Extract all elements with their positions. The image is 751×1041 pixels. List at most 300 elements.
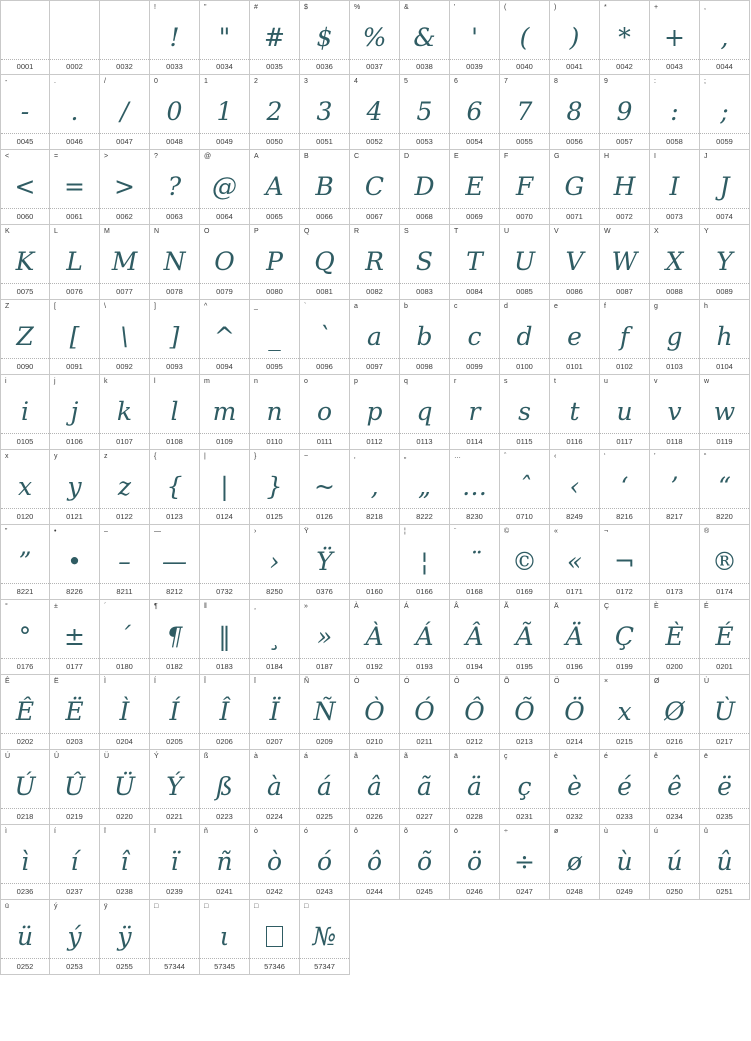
- glyph-cell[interactable]: [100, 375, 150, 450]
- glyph-cell[interactable]: [50, 75, 100, 150]
- glyph-cell[interactable]: [350, 375, 400, 450]
- baseline-guide: [550, 883, 599, 884]
- glyph-render: ù: [616, 846, 633, 876]
- glyph-char-label: ý: [54, 903, 58, 910]
- glyph-cell[interactable]: [250, 300, 300, 375]
- glyph-cell[interactable]: [150, 675, 200, 750]
- baseline-guide: [150, 508, 199, 509]
- glyph-cell[interactable]: [300, 675, 350, 750]
- glyph-render: Ó: [414, 696, 435, 726]
- glyph-cell[interactable]: [500, 375, 550, 450]
- glyph-cell[interactable]: [300, 900, 350, 975]
- glyph-cell[interactable]: [600, 825, 650, 900]
- glyph-render: <: [14, 171, 36, 201]
- glyph-cell[interactable]: [600, 225, 650, 300]
- glyph-render: }: [266, 471, 283, 501]
- glyph-cell[interactable]: [250, 450, 300, 525]
- glyph-code-label: 0212: [466, 737, 483, 746]
- glyph-cell[interactable]: [550, 300, 600, 375]
- glyph-cell[interactable]: [300, 600, 350, 675]
- baseline-guide: [1, 208, 49, 209]
- glyph-render: Ä: [565, 621, 584, 651]
- glyph-code-label: 0117: [616, 437, 633, 446]
- glyph-cell[interactable]: [0, 150, 50, 225]
- glyph-cell[interactable]: [0, 75, 50, 150]
- glyph-cell[interactable]: [150, 750, 200, 825]
- glyph-cell[interactable]: [250, 150, 300, 225]
- baseline-guide: [400, 133, 449, 134]
- glyph-cell[interactable]: [400, 375, 450, 450]
- glyph-cell[interactable]: [450, 300, 500, 375]
- glyph-cell[interactable]: [500, 225, 550, 300]
- glyph-cell[interactable]: [200, 0, 250, 75]
- glyph-cell[interactable]: [0, 900, 50, 975]
- glyph-cell[interactable]: [200, 300, 250, 375]
- glyph-cell[interactable]: [0, 750, 50, 825]
- glyph-cell[interactable]: [300, 525, 350, 600]
- glyph-cell[interactable]: [200, 375, 250, 450]
- glyph-cell[interactable]: [0, 225, 50, 300]
- glyph-cell[interactable]: [250, 900, 300, 975]
- glyph-cell[interactable]: [100, 300, 150, 375]
- glyph-char-label: Ó: [404, 678, 410, 685]
- glyph-render: x: [17, 471, 33, 501]
- glyph-render: :: [670, 96, 679, 126]
- glyph-char-label: õ: [404, 828, 408, 835]
- baseline-guide: [600, 433, 649, 434]
- glyph-render: ¦: [420, 546, 429, 576]
- glyph-cell[interactable]: [150, 900, 200, 975]
- baseline-guide: [250, 133, 299, 134]
- glyph-cell[interactable]: [200, 225, 250, 300]
- glyph-code-label: 0239: [166, 887, 183, 896]
- glyph-cell[interactable]: [200, 900, 250, 975]
- glyph-cell[interactable]: [600, 600, 650, 675]
- glyph-cell[interactable]: [400, 225, 450, 300]
- glyph-code-label: 0062: [116, 212, 133, 221]
- glyph-cell[interactable]: [550, 750, 600, 825]
- glyph-cell[interactable]: [550, 675, 600, 750]
- glyph-cell[interactable]: [700, 450, 750, 525]
- glyph-code-label: 0099: [466, 362, 483, 371]
- glyph-cell[interactable]: [150, 0, 200, 75]
- baseline-guide: [500, 808, 549, 809]
- baseline-guide: [300, 958, 349, 959]
- glyph-cell[interactable]: [400, 825, 450, 900]
- glyph-render: &: [413, 22, 436, 52]
- glyph-code-label: 0105: [16, 437, 34, 446]
- glyph-code-label: 0080: [266, 287, 283, 296]
- glyph-cell[interactable]: [500, 150, 550, 225]
- glyph-code-label: 0061: [66, 212, 83, 221]
- glyph-cell[interactable]: [150, 75, 200, 150]
- glyph-cell[interactable]: [300, 75, 350, 150]
- glyph-cell[interactable]: [50, 150, 100, 225]
- glyph-char-label: D: [404, 153, 410, 160]
- glyph-char-label: g: [654, 303, 658, 310]
- glyph-char-label: ×: [604, 678, 609, 685]
- baseline-guide: [400, 208, 449, 209]
- glyph-cell[interactable]: [300, 375, 350, 450]
- glyph-char-label: 8: [554, 78, 558, 85]
- glyph-render: À: [365, 621, 384, 651]
- glyph-cell[interactable]: [700, 375, 750, 450]
- glyph-cell[interactable]: [650, 75, 700, 150]
- glyph-char-label: ¶: [154, 603, 158, 610]
- glyph-char-label: ^: [204, 303, 208, 310]
- glyph-cell[interactable]: [500, 750, 550, 825]
- glyph-cell[interactable]: [500, 675, 550, 750]
- glyph-render: –: [118, 546, 131, 576]
- baseline-guide: [400, 883, 449, 884]
- glyph-char-label: Â: [454, 603, 459, 610]
- baseline-guide: [600, 658, 649, 659]
- glyph-char-label: Ù: [704, 678, 710, 685]
- glyph-cell[interactable]: [350, 225, 400, 300]
- glyph-cell[interactable]: [550, 0, 600, 75]
- glyph-cell[interactable]: [0, 825, 50, 900]
- baseline-guide: [550, 658, 599, 659]
- glyph-cell[interactable]: [350, 825, 400, 900]
- glyph-cell[interactable]: [350, 675, 400, 750]
- glyph-cell[interactable]: [550, 75, 600, 150]
- glyph-char-label: E: [454, 153, 459, 160]
- glyph-cell[interactable]: [250, 525, 300, 600]
- glyph-cell[interactable]: [600, 525, 650, 600]
- glyph-code-label: 57346: [264, 962, 285, 971]
- glyph-cell[interactable]: [650, 675, 700, 750]
- glyph-render: [250, 914, 299, 958]
- glyph-cell[interactable]: [500, 300, 550, 375]
- glyph-cell[interactable]: [600, 75, 650, 150]
- glyph-cell[interactable]: [0, 375, 50, 450]
- glyph-cell[interactable]: [200, 825, 250, 900]
- glyph-cell[interactable]: [250, 0, 300, 75]
- glyph-cell[interactable]: [450, 375, 500, 450]
- glyph-cell[interactable]: [700, 225, 750, 300]
- baseline-guide: [100, 133, 149, 134]
- glyph-cell[interactable]: [150, 375, 200, 450]
- glyph-cell[interactable]: [100, 150, 150, 225]
- glyph-cell[interactable]: [400, 450, 450, 525]
- glyph-cell[interactable]: [550, 600, 600, 675]
- glyph-cell[interactable]: [650, 600, 700, 675]
- glyph-cell[interactable]: [450, 0, 500, 75]
- glyph-cell[interactable]: [700, 525, 750, 600]
- glyph-char-label: w: [704, 378, 710, 385]
- glyph-cell[interactable]: [350, 300, 400, 375]
- glyph-cell[interactable]: [50, 750, 100, 825]
- glyph-cell[interactable]: [150, 600, 200, 675]
- baseline-guide: [100, 358, 149, 359]
- glyph-cell[interactable]: [450, 150, 500, 225]
- glyph-cell[interactable]: [0, 0, 50, 75]
- glyph-cell[interactable]: [200, 525, 250, 600]
- glyph-cell[interactable]: [550, 375, 600, 450]
- glyph-render: r: [468, 396, 481, 426]
- glyph-code-label: 0203: [66, 737, 83, 746]
- glyph-render: Ö: [564, 696, 585, 726]
- glyph-cell[interactable]: [300, 150, 350, 225]
- glyph-cell[interactable]: [600, 150, 650, 225]
- glyph-cell[interactable]: [350, 75, 400, 150]
- glyph-cell[interactable]: [200, 150, 250, 225]
- glyph-char-label: É: [704, 603, 709, 610]
- glyph-cell[interactable]: [650, 750, 700, 825]
- glyph-cell[interactable]: [650, 825, 700, 900]
- glyph-cell[interactable]: [500, 825, 550, 900]
- glyph-code-label: 0249: [616, 887, 633, 896]
- glyph-char-label: Ý: [154, 753, 159, 760]
- glyph-cell[interactable]: [600, 300, 650, 375]
- baseline-guide: [300, 733, 349, 734]
- glyph-cell[interactable]: [300, 225, 350, 300]
- glyph-cell[interactable]: [50, 600, 100, 675]
- glyph-cell[interactable]: [700, 600, 750, 675]
- glyph-cell[interactable]: [400, 675, 450, 750]
- glyph-cell[interactable]: [550, 225, 600, 300]
- glyph-cell[interactable]: [100, 0, 150, 75]
- glyph-cell[interactable]: [50, 300, 100, 375]
- glyph-cell[interactable]: [350, 0, 400, 75]
- glyph-cell[interactable]: [100, 225, 150, 300]
- glyph-render: Ê: [15, 696, 35, 726]
- glyph-char-label: x: [5, 453, 9, 460]
- glyph-char-label: ë: [704, 753, 708, 760]
- glyph-render: °: [18, 621, 32, 651]
- glyph-render: Ì: [119, 696, 130, 726]
- glyph-cell[interactable]: [500, 525, 550, 600]
- glyph-char-label: ¦: [404, 528, 406, 535]
- glyph-code-label: 0118: [666, 437, 683, 446]
- glyph-cell[interactable]: [450, 450, 500, 525]
- glyph-cell[interactable]: [700, 75, 750, 150]
- glyph-char-label: ò: [254, 828, 258, 835]
- glyph-cell[interactable]: [400, 600, 450, 675]
- glyph-cell[interactable]: [350, 150, 400, 225]
- glyph-cell[interactable]: [650, 0, 700, 75]
- glyph-cell[interactable]: [0, 300, 50, 375]
- glyph-cell[interactable]: [550, 450, 600, 525]
- glyph-cell[interactable]: [300, 300, 350, 375]
- glyph-cell[interactable]: [600, 375, 650, 450]
- glyph-cell[interactable]: [50, 825, 100, 900]
- glyph-char-label: 9: [604, 78, 608, 85]
- glyph-cell[interactable]: [150, 300, 200, 375]
- baseline-guide: [100, 658, 149, 659]
- baseline-guide: [550, 583, 599, 584]
- glyph-cell[interactable]: [250, 675, 300, 750]
- glyph-cell[interactable]: [600, 750, 650, 825]
- glyph-cell[interactable]: [500, 75, 550, 150]
- baseline-guide: [400, 283, 449, 284]
- glyph-char-label: h: [704, 303, 708, 310]
- glyph-code-label: 0219: [66, 812, 83, 821]
- glyph-cell[interactable]: [250, 225, 300, 300]
- glyph-cell[interactable]: [600, 0, 650, 75]
- baseline-guide: [450, 883, 499, 884]
- glyph-cell[interactable]: [0, 450, 50, 525]
- glyph-cell[interactable]: [350, 600, 400, 675]
- glyph-char-label: ?: [154, 153, 158, 160]
- glyph-cell[interactable]: [650, 375, 700, 450]
- glyph-cell[interactable]: [350, 750, 400, 825]
- baseline-guide: [500, 733, 549, 734]
- glyph-cell[interactable]: [50, 900, 100, 975]
- glyph-cell[interactable]: [450, 750, 500, 825]
- glyph-cell[interactable]: [550, 825, 600, 900]
- glyph-cell[interactable]: [450, 225, 500, 300]
- glyph-cell[interactable]: [200, 450, 250, 525]
- glyph-cell[interactable]: [650, 450, 700, 525]
- glyph-code-label: 0049: [216, 137, 233, 146]
- glyph-cell[interactable]: [150, 525, 200, 600]
- glyph-char-label: Ú: [5, 753, 11, 760]
- glyph-cell[interactable]: [0, 600, 50, 675]
- glyph-char-label: □: [304, 903, 309, 910]
- glyph-cell[interactable]: [50, 225, 100, 300]
- glyph-cell[interactable]: [700, 825, 750, 900]
- glyph-cell[interactable]: [400, 0, 450, 75]
- glyph-render: Ã: [515, 621, 534, 651]
- glyph-char-label: X: [654, 228, 659, 235]
- glyph-cell[interactable]: [0, 675, 50, 750]
- glyph-cell[interactable]: [550, 525, 600, 600]
- glyph-char-label: á: [304, 753, 308, 760]
- baseline-guide: [300, 283, 349, 284]
- glyph-code-label: 0060: [16, 212, 34, 221]
- glyph-code-label: 0215: [616, 737, 633, 746]
- glyph-cell[interactable]: [650, 225, 700, 300]
- glyph-cell[interactable]: [400, 750, 450, 825]
- glyph-char-label: ¨: [454, 528, 457, 535]
- baseline-guide: [1, 59, 49, 60]
- glyph-code-label: 0220: [116, 812, 133, 821]
- glyph-cell[interactable]: [700, 150, 750, 225]
- glyph-cell[interactable]: [100, 825, 150, 900]
- glyph-render: «: [566, 546, 583, 576]
- glyph-cell[interactable]: [250, 600, 300, 675]
- baseline-guide: [500, 883, 549, 884]
- glyph-code-label: 0204: [116, 737, 133, 746]
- glyph-cell[interactable]: [200, 600, 250, 675]
- baseline-guide: [400, 808, 449, 809]
- baseline-guide: [350, 733, 399, 734]
- baseline-guide: [250, 808, 299, 809]
- baseline-guide: [200, 133, 249, 134]
- glyph-cell[interactable]: [250, 750, 300, 825]
- glyph-cell[interactable]: [700, 750, 750, 825]
- glyph-cell[interactable]: [650, 150, 700, 225]
- glyph-cell[interactable]: [200, 750, 250, 825]
- glyph-cell[interactable]: [100, 525, 150, 600]
- glyph-cell[interactable]: [500, 450, 550, 525]
- glyph-cell[interactable]: [300, 450, 350, 525]
- glyph-cell[interactable]: [100, 900, 150, 975]
- glyph-cell[interactable]: [100, 450, 150, 525]
- glyph-cell[interactable]: [100, 75, 150, 150]
- glyph-cell[interactable]: [700, 675, 750, 750]
- glyph-cell[interactable]: [250, 75, 300, 150]
- glyph-cell[interactable]: [500, 0, 550, 75]
- glyph-cell[interactable]: [150, 225, 200, 300]
- glyph-cell[interactable]: [300, 825, 350, 900]
- glyph-cell[interactable]: [150, 450, 200, 525]
- glyph-cell[interactable]: [450, 675, 500, 750]
- glyph-cell[interactable]: [0, 525, 50, 600]
- glyph-cell[interactable]: [100, 675, 150, 750]
- glyph-code-label: 0033: [166, 62, 183, 71]
- glyph-cell[interactable]: [550, 150, 600, 225]
- glyph-cell[interactable]: [450, 525, 500, 600]
- glyph-cell[interactable]: [400, 300, 450, 375]
- glyph-cell[interactable]: [300, 750, 350, 825]
- glyph-cell[interactable]: [150, 150, 200, 225]
- glyph-render: Q: [314, 246, 335, 276]
- glyph-cell[interactable]: [300, 0, 350, 75]
- glyph-cell[interactable]: [250, 375, 300, 450]
- baseline-guide: [250, 958, 299, 959]
- glyph-cell[interactable]: [150, 825, 200, 900]
- glyph-cell[interactable]: [450, 825, 500, 900]
- glyph-cell[interactable]: [250, 825, 300, 900]
- glyph-cell[interactable]: [600, 450, 650, 525]
- glyph-code-label: 0235: [716, 812, 733, 821]
- glyph-cell[interactable]: [100, 750, 150, 825]
- glyph-cell[interactable]: [650, 525, 700, 600]
- glyph-cell[interactable]: [600, 675, 650, 750]
- baseline-guide: [150, 658, 199, 659]
- glyph-cell[interactable]: [200, 675, 250, 750]
- baseline-guide: [1, 883, 49, 884]
- glyph-code-label: 0079: [216, 287, 233, 296]
- glyph-cell[interactable]: [450, 75, 500, 150]
- baseline-guide: [400, 658, 449, 659]
- baseline-guide: [250, 658, 299, 659]
- glyph-cell[interactable]: [50, 375, 100, 450]
- baseline-guide: [150, 283, 199, 284]
- glyph-code-label: 0083: [416, 287, 433, 296]
- glyph-cell[interactable]: [50, 450, 100, 525]
- glyph-code-label: 0223: [216, 812, 233, 821]
- glyph-cell[interactable]: [700, 0, 750, 75]
- glyph-cell[interactable]: [350, 525, 400, 600]
- glyph-cell[interactable]: [400, 525, 450, 600]
- glyph-cell[interactable]: [100, 600, 150, 675]
- glyph-char-label: ”: [5, 528, 8, 535]
- glyph-char-label: ö: [454, 828, 458, 835]
- glyph-cell[interactable]: [50, 0, 100, 75]
- glyph-cell[interactable]: [500, 600, 550, 675]
- glyph-char-label: C: [354, 153, 360, 160]
- glyph-cell[interactable]: [50, 525, 100, 600]
- glyph-cell[interactable]: [650, 300, 700, 375]
- glyph-cell[interactable]: [50, 675, 100, 750]
- glyph-char-label: c: [454, 303, 458, 310]
- glyph-cell[interactable]: [400, 75, 450, 150]
- glyph-char-label: ç: [504, 753, 508, 760]
- glyph-code-label: 57347: [314, 962, 335, 971]
- glyph-render: #: [264, 22, 285, 52]
- glyph-cell[interactable]: [350, 450, 400, 525]
- glyph-char-label: ù: [604, 828, 608, 835]
- glyph-cell[interactable]: [450, 600, 500, 675]
- glyph-code-label: 0209: [316, 737, 333, 746]
- glyph-char-label: Ç: [604, 603, 610, 610]
- glyph-cell[interactable]: [700, 300, 750, 375]
- glyph-cell[interactable]: [200, 75, 250, 150]
- glyph-cell[interactable]: [400, 150, 450, 225]
